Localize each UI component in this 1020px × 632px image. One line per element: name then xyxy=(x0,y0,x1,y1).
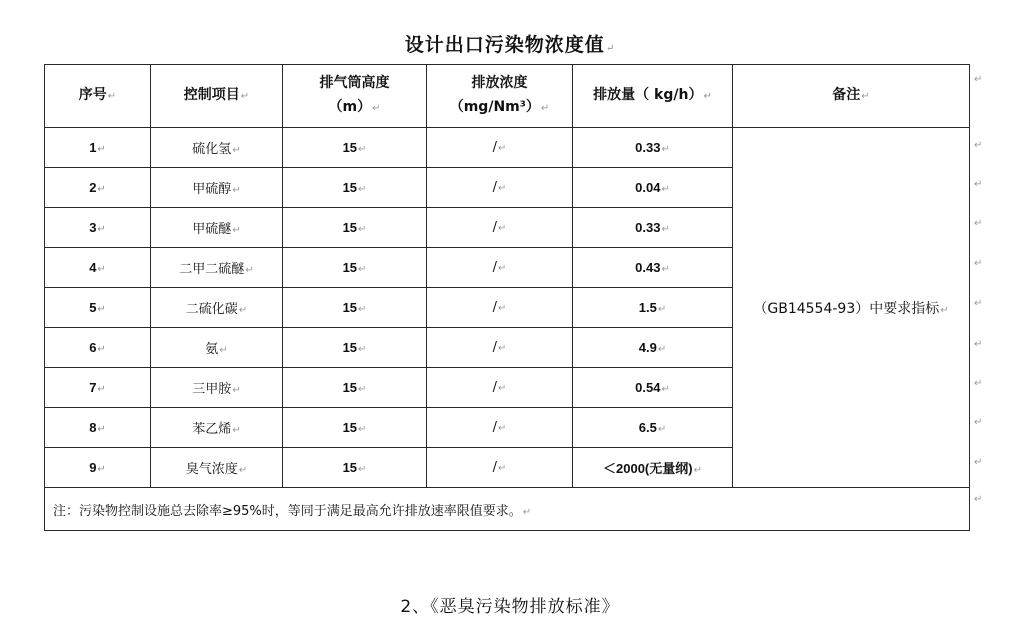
cell-rate: 0.33↵ xyxy=(573,208,733,248)
header-emission-rate: 排放量（ kg/h）↵ xyxy=(573,65,733,128)
table-row xyxy=(45,128,970,168)
paragraph-mark: ↵ xyxy=(974,258,983,269)
paragraph-mark: ↵ xyxy=(974,140,983,151)
header-remarks: 备注↵ xyxy=(733,65,970,128)
cell-item: 氨↵ xyxy=(151,328,283,368)
paragraph-mark: ↵ xyxy=(974,298,983,309)
cell-item: 臭气浓度↵ xyxy=(151,448,283,488)
cell-height: 15↵ xyxy=(283,368,427,408)
cell-rate: 1.5↵ xyxy=(573,288,733,328)
cell-serial: 7↵ xyxy=(45,368,151,408)
paragraph-mark: ↵ xyxy=(974,74,983,85)
cell-height: 15↵ xyxy=(283,448,427,488)
table-title: 设计出口污染物浓度值↵ xyxy=(404,34,616,56)
paragraph-mark: ↵ xyxy=(974,378,983,389)
cell-concentration: /↵ xyxy=(427,448,573,488)
section-heading: 2、《恶臭污染物排放标准》 xyxy=(400,597,620,617)
cell-height: 15↵ xyxy=(283,408,427,448)
cell-height: 15↵ xyxy=(283,128,427,168)
cell-rate: 0.43↵ xyxy=(573,248,733,288)
footnote-row xyxy=(45,488,970,531)
paragraph-mark: ↵ xyxy=(974,218,983,229)
paragraph-mark: ↵ xyxy=(974,457,983,468)
cell-serial: 5↵ xyxy=(45,288,151,328)
cell-item: 三甲胺↵ xyxy=(151,368,283,408)
cell-concentration: /↵ xyxy=(427,248,573,288)
paragraph-mark: ↵ xyxy=(974,494,983,505)
cell-concentration: /↵ xyxy=(427,408,573,448)
cell-concentration: /↵ xyxy=(427,368,573,408)
cell-serial: 2↵ xyxy=(45,168,151,208)
cell-serial: 4↵ xyxy=(45,248,151,288)
emission-table xyxy=(44,64,970,531)
cell-item: 苯乙烯↵ xyxy=(151,408,283,448)
cell-height: 15↵ xyxy=(283,208,427,248)
cell-item: 二甲二硫醚↵ xyxy=(151,248,283,288)
paragraph-mark: ↵ xyxy=(974,339,983,350)
cell-item: 甲硫醇↵ xyxy=(151,168,283,208)
cell-rate: 0.33↵ xyxy=(573,128,733,168)
cell-rate: 0.54↵ xyxy=(573,368,733,408)
cell-remark: （GB14554-93）中要求指标↵ xyxy=(733,128,970,488)
paragraph-mark: ↵ xyxy=(974,417,983,428)
table-header-row xyxy=(45,65,970,128)
cell-serial: 1↵ xyxy=(45,128,151,168)
header-serial-number: 序号↵ xyxy=(45,65,151,128)
cell-item: 二硫化碳↵ xyxy=(151,288,283,328)
header-emission-concentration: 排放浓度 （mg/Nm³）↵ xyxy=(427,65,573,128)
cell-serial: 9↵ xyxy=(45,448,151,488)
cell-height: 15↵ xyxy=(283,328,427,368)
cell-concentration: /↵ xyxy=(427,328,573,368)
cell-item: 甲硫醚↵ xyxy=(151,208,283,248)
cell-height: 15↵ xyxy=(283,288,427,328)
cell-rate: ＜2000(无量纲)↵ xyxy=(573,448,733,488)
paragraph-mark: ↵ xyxy=(974,179,983,190)
cell-item: 硫化氢↵ xyxy=(151,128,283,168)
cell-rate: 6.5↵ xyxy=(573,408,733,448)
cell-rate: 4.9↵ xyxy=(573,328,733,368)
cell-rate: 0.04↵ xyxy=(573,168,733,208)
cell-serial: 8↵ xyxy=(45,408,151,448)
cell-concentration: /↵ xyxy=(427,288,573,328)
cell-concentration: /↵ xyxy=(427,168,573,208)
header-stack-height: 排气筒高度 （m）↵ xyxy=(283,65,427,128)
cell-concentration: /↵ xyxy=(427,128,573,168)
cell-concentration: /↵ xyxy=(427,208,573,248)
footnote: 注：污染物控制设施总去除率≥95%时，等同于满足最高允许排放速率限值要求。↵ xyxy=(45,488,970,531)
header-control-item: 控制项目↵ xyxy=(151,65,283,128)
cell-serial: 6↵ xyxy=(45,328,151,368)
cell-serial: 3↵ xyxy=(45,208,151,248)
cell-height: 15↵ xyxy=(283,248,427,288)
cell-height: 15↵ xyxy=(283,168,427,208)
